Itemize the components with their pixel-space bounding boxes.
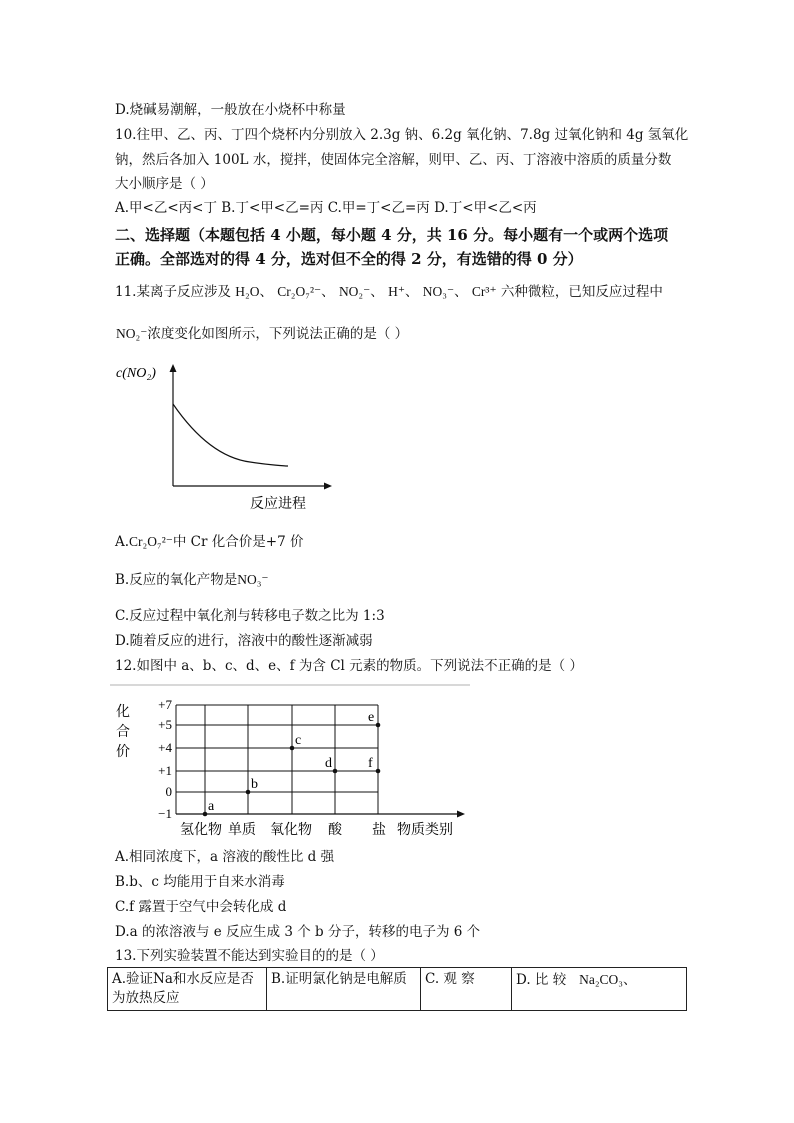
graph-x-arrow [324, 483, 332, 490]
q10-options: A.甲<乙<丙<丁 B.丁<甲<乙=丙 C.甲=丁<乙=丙 D.丁<甲<乙<丙 [115, 200, 537, 216]
q11-option-b [115, 571, 269, 589]
section2-header-line2: 正确。全部选对的得 4 分，选对但不全的得 2 分，有选错的得 0 分） [115, 250, 583, 268]
q10-stem-line2: 钠，然后各加入 100L 水，搅拌，使固体完全溶解，则甲、乙、丙、丁溶液中溶质的质量分数 [115, 152, 672, 168]
point-label-d: d [325, 756, 332, 771]
y-tick-label: +7 [158, 697, 172, 712]
data-point-f [376, 769, 381, 774]
q13-cell-a: A.验证Na和水反应是否为放热反应 [108, 968, 267, 1011]
category-label: 氢化物 [180, 822, 222, 838]
y-tick-label: +1 [158, 763, 172, 778]
chart-x-arrow [457, 811, 465, 818]
nitrite-formula: NO₂⁻ [116, 326, 148, 341]
graph-y-label: c(NO₂) [116, 366, 156, 381]
q13-stem: 13.下列实验装置不能达到实验目的的是（ ） [115, 948, 384, 964]
data-point-c [290, 746, 295, 751]
q13-cell-c: C. 观 察 [421, 968, 512, 1011]
q11-stem-line2-text: 浓度变化如图所示，下列说法正确的是（ ） [147, 326, 409, 342]
nitrate-formula: NO₃⁻ [237, 572, 269, 587]
point-label-b: b [251, 777, 258, 792]
q13-cell-b: B.证明氯化钠是电解质 [267, 968, 421, 1011]
sodium-carbonate-formula: Na₂CO₃、 [579, 972, 637, 987]
graph-y-arrow [170, 364, 177, 372]
category-label: 氧化物 [270, 822, 312, 838]
y-tick-label: +5 [158, 717, 172, 732]
q11-option-c: C.反应过程中氧化剂与转移电子数之比为 1:3 [115, 608, 385, 624]
section2-header-line1: 二、选择题（本题包括 4 小题，每小题 4 分，共 16 分。每小题有一个或两个选项 [115, 226, 669, 244]
table-row [108, 968, 687, 1011]
q11-option-a-suffix: 中 Cr 化合价是+7 价 [172, 534, 304, 550]
x-axis-label: 物质类别 [397, 822, 453, 838]
point-label-a: a [208, 799, 215, 814]
species-dichromate: Cr₂O₇²⁻ [277, 284, 322, 299]
chart-y-ticks [158, 697, 172, 821]
q11-stem-line1: 11.某离子反应涉及 H₂O、 Cr₂O₇²⁻、 NO₂⁻、 H⁺、 NO₃⁻、 Cr³⁺ 六种微粒，已知反应过程中 [115, 284, 663, 300]
chart-x-categories [180, 821, 453, 838]
q12-option-c: C.f 露置于空气中会转化成 d [115, 899, 287, 915]
chart-y-label-char: 化 [116, 704, 130, 720]
species-nitrite: NO₂⁻ [338, 284, 371, 299]
category-label: 单质 [228, 822, 256, 838]
category-label: 盐 [372, 822, 386, 838]
species-nitrate: NO₃⁻ [422, 284, 455, 299]
chart-y-label-char: 价 [116, 744, 130, 760]
q10-stem-line3: 大小顺序是（ ） [115, 176, 214, 192]
q12-option-d: D.a 的浓溶液与 e 反应生成 3 个 b 分子，转移的电子为 6 个 [115, 924, 481, 940]
q10-stem-line1: 10.往甲、乙、丙、丁四个烧杯内分别放入 2.3g 钠、6.2g 氧化钠、7.8g 过氧化钠和 4g 氢氧化 [115, 127, 689, 143]
chart-grid [176, 705, 378, 814]
q13-cell-d [512, 968, 687, 1011]
q13-options-table [107, 967, 687, 1011]
point-label-f: f [368, 756, 373, 771]
point-label-c: c [295, 733, 302, 748]
y-tick-label: +4 [158, 740, 172, 755]
q13-cell-d-prefix: D. 比 较 [516, 972, 567, 988]
q12-option-a: A.相同浓度下，a 溶液的酸性比 d 强 [115, 849, 335, 865]
q12-stem: 12.如图中 a、b、c、d、e、f 为含 Cl 元素的物质。下列说法不正确的是（ ） [115, 658, 583, 674]
q11-stem-line2 [116, 325, 408, 343]
valence-chart [110, 682, 475, 842]
q11-option-d: D.随着反应的进行，溶液中的酸性逐渐减弱 [115, 633, 373, 649]
category-label: 酸 [328, 822, 342, 838]
concentration-graph [110, 358, 340, 518]
point-label-e: e [368, 710, 375, 725]
q12-option-b: B.b、c 均能用于自来水消毒 [115, 874, 285, 890]
y-tick-label: 0 [165, 784, 172, 799]
dichromate-formula: Cr₂O₇²⁻ [129, 534, 173, 549]
q11-option-b-prefix: B.反应的氧化产物是 [115, 572, 238, 588]
q11-option-a-prefix: A. [115, 534, 130, 550]
data-point-b [246, 790, 251, 795]
graph-x-label: 反应进程 [250, 496, 306, 512]
chart-y-label-char: 合 [116, 724, 130, 740]
data-point-d [333, 769, 338, 774]
q11-stem-suffix: 六种微粒，已知反应过程中 [500, 284, 663, 300]
species-water: H₂O [235, 284, 260, 299]
q11-option-a [115, 533, 303, 551]
species-chromium-ion: Cr³⁺ [471, 284, 497, 299]
y-tick-label: −1 [158, 806, 172, 821]
data-point-e [376, 723, 381, 728]
q11-stem-prefix: 11.某离子反应涉及 [115, 284, 231, 300]
species-proton: H⁺ [388, 284, 405, 299]
chart-y-label [116, 704, 130, 760]
q9-option-d: D.烧碱易潮解，一般放在小烧杯中称量 [115, 102, 346, 118]
concentration-curve [173, 404, 288, 466]
